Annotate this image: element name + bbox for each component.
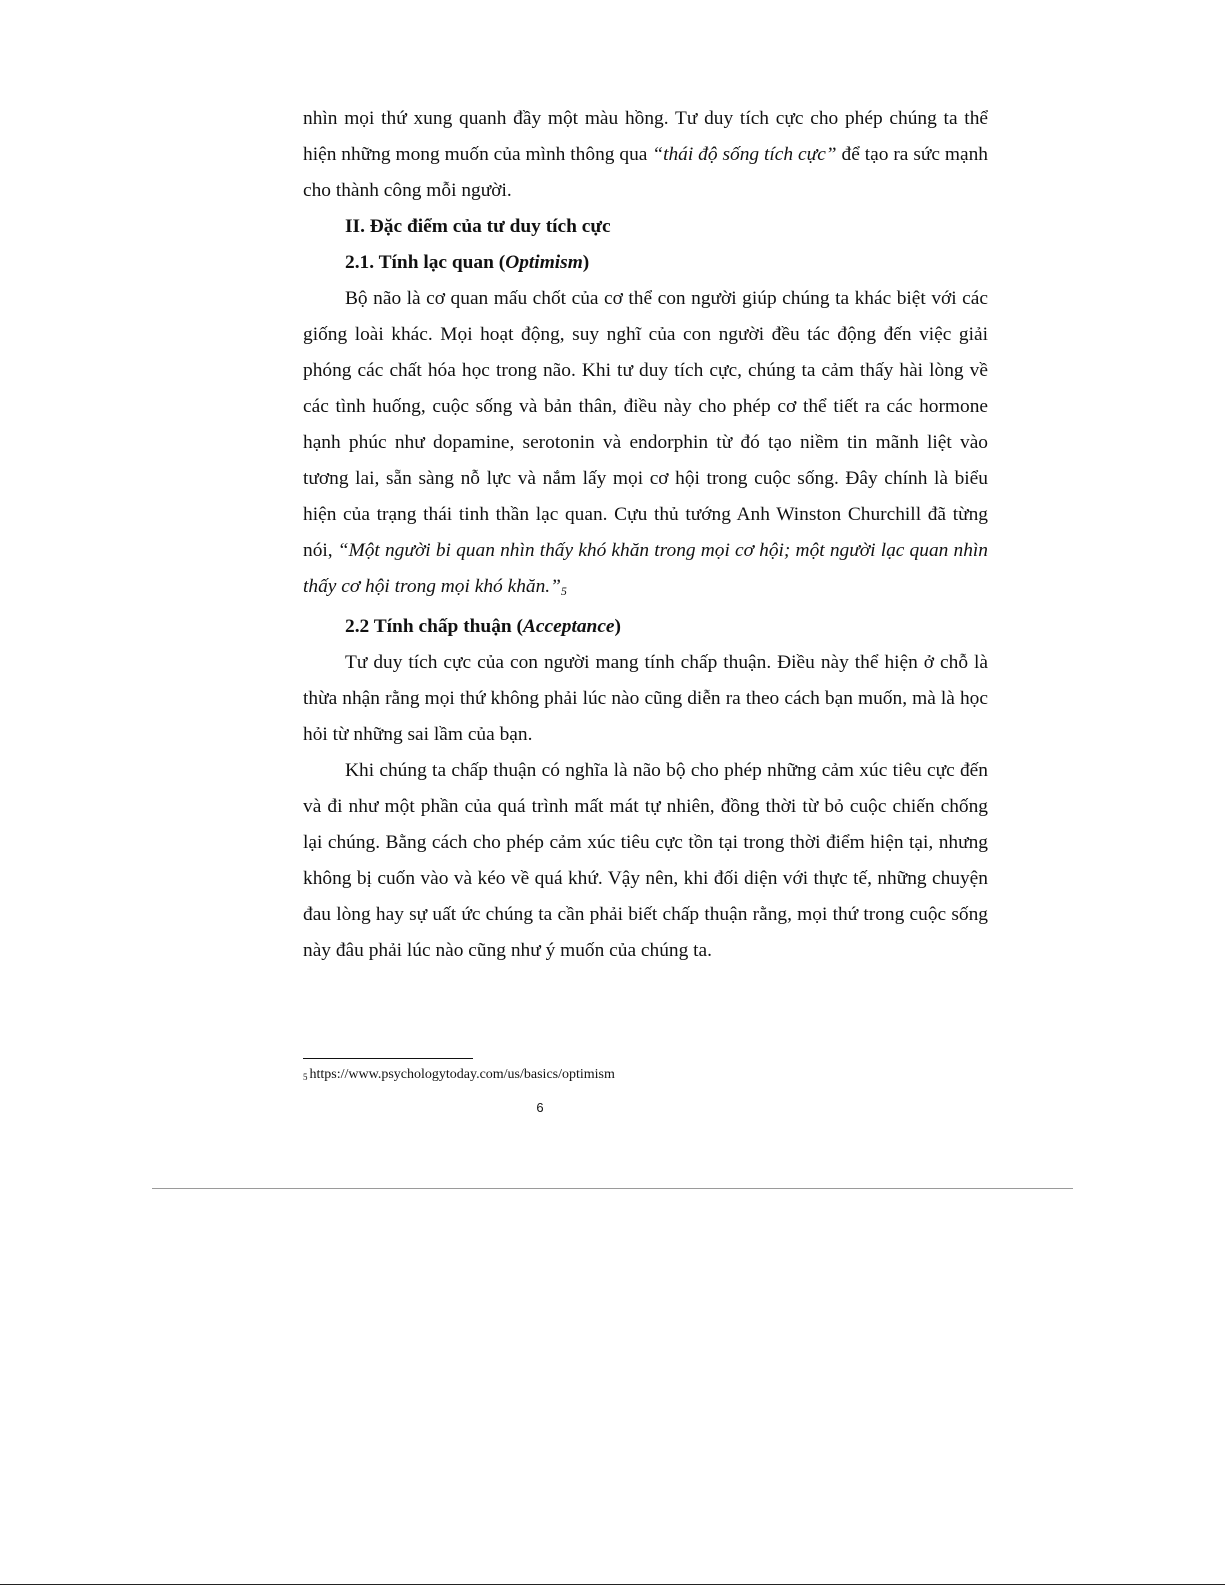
- section-heading-2: II. Đặc điểm của tư duy tích cực: [345, 216, 611, 237]
- subheading-optimism-prefix: 2.1. Tính lạc quan (: [345, 252, 506, 273]
- subheading-optimism: [303, 245, 988, 281]
- subheading-optimism-suffix: ): [582, 252, 590, 273]
- footnote-separator: [303, 1058, 473, 1059]
- footnote-number: 5: [303, 1072, 308, 1082]
- intro-text: nhìn mọi thứ xung quanh đầy một màu hồng. Tư duy tích cực cho phép chúng ta thể hiện những mong muốn của mình thông qua: [303, 108, 988, 165]
- footnote: [303, 1066, 615, 1086]
- optimism-text: Bộ não là cơ quan mấu chốt của cơ thể con người giúp chúng ta khác biệt với các giống loài khác. Mọi hoạt động, suy nghĩ của con người đều tác động đến việc giải phóng các chất hóa học trong não. Khi tư duy tích cực, chúng ta cảm thấy hài lòng về các tình huống, cuộc sống và bản thân, điều này cho phép cơ thể tiết ra các hormone hạnh phúc như dopamine, serotonin và endorphin từ đó tạo niềm tin mãnh liệt vào tương lai, sẵn sàng nỗ lực và nắm lấy mọi cơ hội trong cuộc sống. Đây chính là biểu hiện của trạng thái tinh thần lạc quan. Cựu thủ tướng Anh Winston Churchill đã từng nói,: [303, 288, 988, 561]
- acceptance-paragraph-1: Tư duy tích cực của con người mang tính chấp thuận. Điều này thể hiện ở chỗ là thừa nhận rằng mọi thứ không phải lúc nào cũng diễn ra theo cách bạn muốn, mà là học hỏi từ những sai lầm của bạn.: [303, 652, 988, 745]
- subheading-acceptance-term: Acceptance: [523, 616, 615, 637]
- page-separator-line: [152, 1188, 1073, 1189]
- subheading-acceptance-prefix: 2.2 Tính chấp thuận (: [345, 616, 523, 637]
- subheading-acceptance: [303, 609, 988, 645]
- page-body: [303, 101, 988, 969]
- page-number: 6: [536, 1100, 544, 1115]
- churchill-quote: “Một người bi quan nhìn thấy khó khăn trong mọi cơ hội; một người lạc quan nhìn thấy cơ hội trong mọi khó khăn.”: [303, 540, 988, 597]
- footnote-reference[interactable]: 5: [560, 584, 567, 598]
- acceptance-paragraph-2: Khi chúng ta chấp thuận có nghĩa là não bộ cho phép những cảm xúc tiêu cực đến và đi như một phần của quá trình mất mát tự nhiên, đồng thời từ bỏ cuộc chiến chống lại chúng. Bằng cách cho phép cảm xúc tiêu cực tồn tại trong thời điểm hiện tại, nhưng không bị cuốn vào và kéo về quá khứ. Vậy nên, khi đối diện với thực tế, những chuyện đau lòng hay sự uất ức chúng ta cần phải biết chấp thuận rằng, mọi thứ trong cuộc sống này đâu phải lúc nào cũng như ý muốn của chúng ta.: [303, 760, 988, 961]
- intro-paragraph: [303, 101, 988, 209]
- optimism-paragraph: [303, 281, 988, 609]
- intro-quote: “thái độ sống tích cực”: [652, 144, 837, 165]
- intro-text-end: để tạo ra sức mạnh cho thành công mỗi người.: [303, 144, 988, 201]
- subheading-optimism-term: Optimism: [505, 252, 583, 273]
- footnote-link[interactable]: https://www.psychologytoday.com/us/basics/optimism: [309, 1067, 615, 1082]
- subheading-acceptance-suffix: ): [614, 616, 621, 637]
